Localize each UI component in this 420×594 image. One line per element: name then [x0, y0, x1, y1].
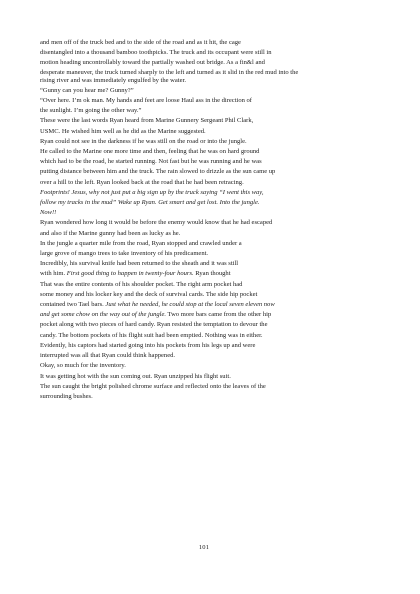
text-line — [40, 38, 385, 48]
text-line — [40, 382, 385, 392]
line-text: large grove of mango trees to take inventory of his predicament. — [40, 250, 209, 258]
text-line — [40, 372, 385, 382]
text-line — [40, 48, 385, 58]
line-text: Incredibly, his survival knife had been returned to the sheath and it was still — [40, 260, 239, 268]
line-text: These were the last words Ryan heard from Marine Gunnery Sergeant Phil Clark, — [40, 117, 254, 125]
text-line — [40, 320, 385, 330]
line-text: It was getting hot with the sun coming out. Ryan unzipped his flight suit. — [40, 372, 231, 380]
text-line — [40, 116, 385, 126]
text-line — [40, 290, 385, 300]
text-line — [40, 218, 385, 228]
text-line — [40, 269, 385, 279]
text-line — [40, 259, 385, 269]
line-text: Ryan wondered how long it would be before the enemy would know that he had escaped — [40, 219, 273, 227]
text-line — [40, 106, 385, 116]
line-text: and men off of the truck bed and to the side of the road and as it hit, the cage — [40, 39, 241, 46]
text-line — [40, 229, 385, 239]
line-text: with him. — [40, 270, 67, 278]
text-line — [40, 280, 385, 290]
text-line — [40, 249, 385, 259]
line-text: That was the entire contents of his shoulder pocket. The right arm pocket had — [40, 280, 243, 288]
line-text: interrupted was all that Ryan could think happened. — [40, 352, 176, 360]
italic-text: follow my tracks in the mud” Wake up Ryan. Get smart and get lost. Into the jungle. — [40, 199, 260, 207]
text-line — [40, 96, 385, 106]
text-line — [40, 341, 385, 351]
line-text: Ryan thought — [193, 270, 231, 278]
line-text: over a hill to the left. Ryan looked back at the road that he had been retracing. — [40, 178, 244, 186]
text-line — [40, 310, 385, 320]
line-text: putting distance between him and the truck. The rain slowed to drizzle as the sun came up — [40, 168, 276, 176]
line-text: desperate maneuver, the truck turned sharply to the left and turned as it slid in the red mud into the — [40, 68, 299, 76]
text-line — [40, 58, 385, 68]
line-text: Two more bars came from the other hip — [166, 311, 272, 319]
line-text: disentangled into a thousand bamboo toothpicks. The truck and its occupant were still in — [40, 49, 272, 57]
page-number: 101 — [198, 544, 210, 551]
text-line — [40, 127, 385, 137]
line-text: the sunlight. I’m going the other way.” — [40, 107, 142, 115]
line-text: motion heading uncontrollably toward the partially washed out bridge. As a fin&l and — [40, 59, 265, 67]
line-text: In the jungle a quarter mile from the road, Ryan stopped and crawled under a — [40, 239, 242, 247]
page-text — [40, 38, 385, 402]
line-text: Okay, so much for the inventory. — [40, 362, 126, 370]
text-line — [40, 331, 385, 341]
text-line — [40, 76, 385, 86]
line-text: Ryan could not see in the darkness if he was still on the road or into the jungle. — [40, 137, 247, 145]
text-line — [40, 208, 385, 218]
line-text: some money and his locker key and the deck of survival cards. The side hip pocket — [40, 290, 258, 298]
text-line — [40, 198, 385, 208]
text-line — [40, 361, 385, 371]
text-line — [40, 147, 385, 157]
italic-text: and get some chow on the way out of the jungle. — [40, 311, 167, 319]
text-line — [40, 351, 385, 361]
text-line — [40, 188, 385, 198]
line-text: and also if the Marine gunny had been as lucky as he. — [40, 229, 181, 237]
text-line — [40, 178, 385, 188]
text-line — [40, 392, 385, 402]
line-text: rising river and was immediately engulfed by the water. — [40, 76, 186, 84]
line-text: Evidently, his captors had started going into his pockets from his legs up and were — [40, 341, 256, 349]
line-text: He called to the Marine one more time and then, feeling that he was on hard ground — [40, 148, 260, 156]
text-line — [40, 69, 385, 76]
line-text: pocket along with two pieces of hard candy. Ryan resisted the temptation to devour the — [40, 321, 268, 329]
text-line — [40, 239, 385, 249]
text-line — [40, 86, 385, 96]
italic-text: First good thing to happen in twenty-four hours. — [66, 270, 194, 278]
italic-text: Just what he needed, he could stop at the local seven eleven now — [105, 301, 275, 309]
italic-text: Now!! — [40, 209, 57, 217]
line-text: The sun caught the bright polished chrome surface and reflected onto the leaves of the — [40, 382, 266, 390]
line-text: which had to be the road, he started running. Not fast but he was running and he was — [40, 158, 262, 166]
line-text: surrounding bushes. — [40, 392, 93, 400]
line-text: “Over here. I’m ok man. My hands and feet are loose Haul ass in the direction of — [40, 97, 252, 105]
italic-text: Footprints! Jesus, why not just put a big sign up by the truck saying “I went this way, — [40, 188, 264, 196]
text-line — [40, 137, 385, 147]
line-text: “Gunny can you hear me? Gunny?” — [40, 86, 134, 94]
text-line — [40, 300, 385, 310]
text-line — [40, 157, 385, 167]
line-text: USMC. He wished him well as he did as the Marine suggested. — [40, 127, 206, 135]
text-line — [40, 167, 385, 177]
line-text: candy. The bottom pockets of his flight suit had been emptied. Nothing was in either. — [40, 331, 263, 339]
line-text: contained two Tael bars. — [40, 301, 106, 309]
